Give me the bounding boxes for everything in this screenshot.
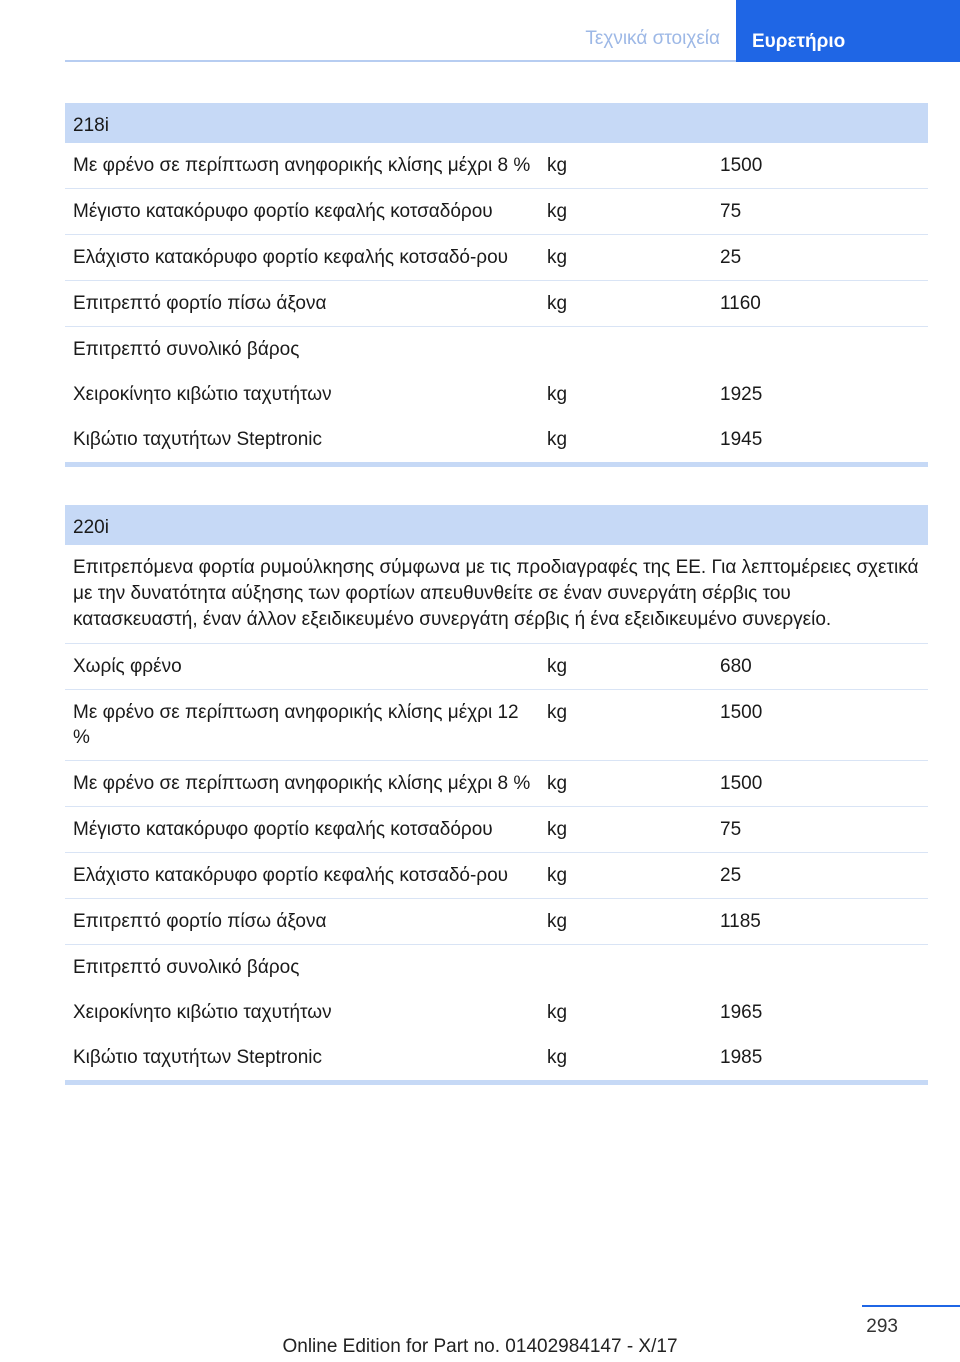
row-value: 25 [720,247,742,268]
row-unit: kg [547,819,568,840]
row-unit: kg [547,247,568,268]
table-title: 218i [65,103,928,143]
footer-edition: Online Edition for Part no. 01402984147 - X/17 [282,1336,678,1357]
row-value [712,945,928,990]
table-row [65,417,928,462]
row-value: 1965 [720,1002,763,1023]
table-row [65,761,928,807]
row-unit: kg [547,429,568,450]
row-label: Μέγιστο κατακόρυφο φορτίο κεφαλής κοτσαδόρου [73,819,493,840]
row-value: 1500 [720,773,763,794]
table-row [65,899,928,945]
table-note-row [65,545,928,644]
tab-technical-data[interactable]: Τεχνικά στοιχεία [585,28,720,49]
row-value: 1500 [720,155,763,176]
header-rule [65,60,736,62]
row-label: Επιτρεπτό φορτίο πίσω άξονα [73,293,327,314]
row-value [712,327,928,372]
table-row [65,853,928,899]
row-label: Ελάχιστο κατακόρυφο φορτίο κεφαλής κοτσαδό-ρου [73,247,509,268]
page-number-rule [862,1305,960,1307]
row-label: Χειροκίνητο κιβώτιο ταχυτήτων [73,384,332,405]
row-label: Χωρίς φρένο [73,656,182,677]
table-row [65,372,928,417]
row-unit: kg [547,201,568,222]
row-label: Μέγιστο κατακόρυφο φορτίο κεφαλής κοτσαδόρου [73,201,493,222]
table-row [65,143,928,189]
table-row [65,807,928,853]
table-title: 220i [65,505,928,545]
row-label: Με φρένο σε περίπτωση ανηφορικής κλίσης μέχρι 8 % [73,155,531,176]
row-value: 1925 [720,384,763,405]
row-value: 1500 [720,702,763,723]
table-end-bar [65,1080,928,1085]
row-label: Με φρένο σε περίπτωση ανηφορικής κλίσης μέχρι 8 % [73,773,531,794]
table-row [65,644,928,690]
row-unit: kg [547,1047,568,1068]
row-unit [539,327,712,372]
row-label: Ελάχιστο κατακόρυφο φορτίο κεφαλής κοτσαδό-ρου [73,865,509,886]
row-unit: kg [547,155,568,176]
table-218i [65,103,928,467]
row-unit: kg [547,1002,568,1023]
row-value: 1985 [720,1047,763,1068]
row-value: 1945 [720,429,763,450]
table-row [65,281,928,327]
row-label: Χειροκίνητο κιβώτιο ταχυτήτων [73,1002,332,1023]
table-end-bar [65,462,928,467]
page-number: 293 [866,1316,898,1337]
table-note: Επιτρεπόμενα φορτία ρυμούλκησης σύμφωνα με τις προδιαγραφές της ΕΕ. Για λεπτομέρειες σχετικά με την δυνατότητα αύξησης των φορτίων απευθυνθείτε σε έναν συνεργάτη σέρβις του κατασκευαστή, έναν άλλον εξειδικευμένο συνεργάτη σέρβις ή ένα εξειδικευμένο συνεργείο. [73,557,919,630]
tab-index[interactable]: Ευρετήριο [736,0,960,62]
row-label: Κιβώτιο ταχυτήτων Steptronic [73,429,323,450]
row-unit: kg [547,384,568,405]
row-value: 1185 [720,911,761,932]
row-unit: kg [547,865,568,886]
row-unit: kg [547,293,568,314]
table-row [65,189,928,235]
table-row [65,235,928,281]
row-unit: kg [547,656,568,677]
table-220i [65,505,928,1085]
row-label: Επιτρεπτό συνολικό βάρος [73,339,300,360]
table-row [65,945,928,990]
row-unit: kg [547,911,568,932]
table-row [65,990,928,1035]
row-unit: kg [547,702,568,723]
row-unit [539,945,712,990]
table-row [65,1035,928,1080]
row-label: Επιτρεπτό συνολικό βάρος [73,957,300,978]
row-value: 1160 [720,293,761,314]
row-value: 75 [720,201,742,222]
row-value: 25 [720,865,742,886]
row-label: Επιτρεπτό φορτίο πίσω άξονα [73,911,327,932]
row-value: 75 [720,819,742,840]
row-value: 680 [720,656,752,677]
table-row [65,690,928,761]
row-label: Με φρένο σε περίπτωση ανηφορικής κλίσης μέχρι 12 % [73,702,519,748]
row-label: Κιβώτιο ταχυτήτων Steptronic [73,1047,323,1068]
table-row [65,327,928,372]
page-header [65,0,960,62]
row-unit: kg [547,773,568,794]
